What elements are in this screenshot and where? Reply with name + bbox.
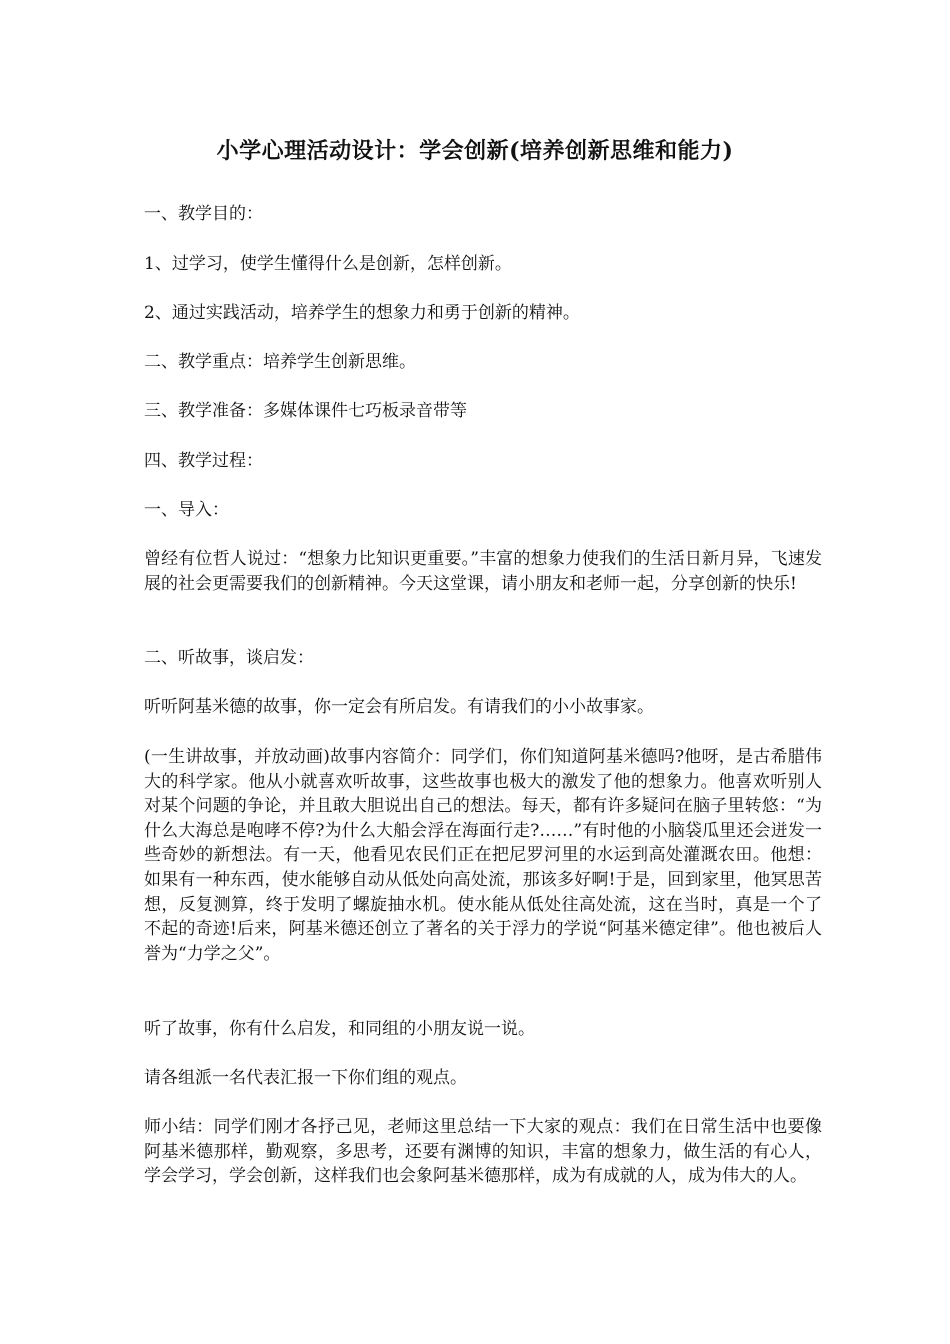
objective-item-2: 2、通过实践活动，培养学生的想象力和勇于创新的精神。 [144, 303, 580, 323]
intro-paragraph: 曾经有位哲人说过：“想象力比知识更重要。”丰富的想象力使我们的生活日新月异，飞速发展的社会更需要我们的创新精神。今天这堂课，请小朋友和老师一起，分享创新的快乐! [144, 549, 822, 594]
document-title: 小学心理活动设计：学会创新(培养创新思维和能力) [216, 138, 734, 164]
section-heading-key-points: 二、教学重点：培养学生创新思维。 [144, 352, 416, 372]
subsection-heading-intro: 一、导入： [144, 500, 229, 520]
section-heading-objectives: 一、教学目的： [144, 204, 263, 224]
section-heading-process: 四、教学过程： [144, 451, 263, 471]
objective-item-1: 1、过学习，使学生懂得什么是创新，怎样创新。 [144, 254, 512, 274]
subsection-heading-story: 二、听故事，谈启发： [144, 648, 314, 668]
story-content-paragraph: (一生讲故事，并放动画)故事内容简介：同学们，你们知道阿基米德吗?他呀，是古希腊伟大的科学家。他从小就喜欢听故事，这些故事也极大的激发了他的想象力。他喜欢听别人对某个问题的争论，并且敢大胆说出自己的想法。每天，都有许多疑问在脑子里转悠：“为什么大海总是咆哮不停?为什么大船会浮在海面行走?……”有时他的小脑袋瓜里还会迸发一些奇妙的新想法。有一天，他看见农民们正在把尼罗河里的水运到高处灌溉农田。他想：如果有一种东西，使水能够自动从低处向高处流，那该多好啊!于是，回到家里，他冥思苦想，反复测算，终于发明了螺旋抽水机。使水能从低处往高处流，这在当时，真是一个了不起的奇迹!后来，阿基米德还创立了著名的关于浮力的学说“阿基米德定律”。他也被后人誉为“力学之父”。 [144, 747, 822, 964]
story-intro-paragraph: 听听阿基米德的故事，你一定会有所启发。有请我们的小小故事家。 [144, 697, 654, 717]
discussion-paragraph: 听了故事，你有什么启发，和同组的小朋友说一说。 [144, 1019, 535, 1039]
section-heading-preparation: 三、教学准备：多媒体课件七巧板录音带等 [144, 401, 467, 421]
teacher-summary-paragraph: 师小结：同学们刚才各抒己见，老师这里总结一下大家的观点：我们在日常生活中也要像阿基米德那样，勤观察，多思考，还要有渊博的知识，丰富的想象力，做生活的有心人，学会学习，学会创新，这样我们也会象阿基米德那样，成为有成就的人，成为伟大的人。 [144, 1117, 822, 1187]
report-paragraph: 请各组派一名代表汇报一下你们组的观点。 [144, 1068, 467, 1088]
